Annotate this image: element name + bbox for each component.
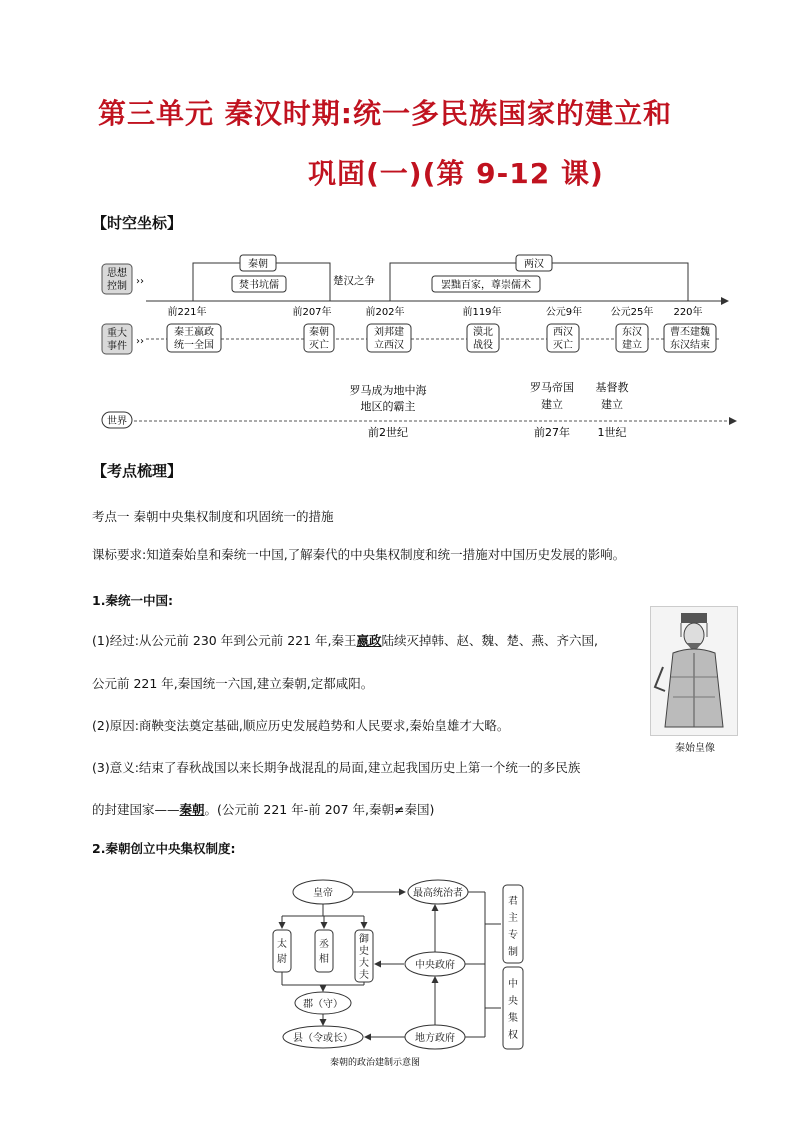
timeline-diagram: [0, 240, 794, 440]
node-taiwei: 尉: [277, 954, 287, 965]
world-event-line: 罗马帝国: [530, 381, 574, 394]
portrait-caption: 秦始皇像: [675, 743, 715, 754]
page-title-line2: 巩固(一)(第 9-12 课): [308, 157, 604, 190]
tick-label: 前221年: [167, 307, 207, 318]
world-event-time: 1世纪: [597, 426, 627, 439]
tick-label: 前207年: [292, 307, 332, 318]
tick-label: 公元25年: [610, 307, 654, 318]
review-heading: 【考点梳理】: [92, 462, 183, 480]
node-emperor: 皇帝: [313, 888, 333, 899]
para-reason: (2)原因:商鞅变法奠定基础,顺应历史发展趋势和人民要求,秦始皇雄才大略。: [92, 718, 510, 733]
page-title-line1: 第三单元 秦汉时期:统一多民族国家的建立和: [98, 97, 672, 130]
world-event-line: 建立: [601, 398, 623, 411]
node-chengxiang: 相: [319, 954, 329, 965]
node-yushi: 夫: [359, 970, 369, 981]
world-event-line: 地区的霸主: [360, 400, 416, 413]
row-label-world: 世界: [107, 416, 127, 427]
event-box-line: 秦朝: [309, 327, 329, 338]
timeline-heading: 【时空坐标】: [92, 214, 183, 232]
svg-text:››: ››: [136, 276, 144, 287]
label-centralization: 中: [508, 979, 518, 990]
label-autocracy: 制: [508, 947, 518, 958]
world-event-time: 前2世纪: [368, 426, 408, 439]
row-label-thought-2: 控制: [107, 281, 127, 292]
chuhan-war-label: 楚汉之争: [333, 275, 375, 287]
node-yushi: 大: [359, 958, 369, 969]
qin-political-diagram: [255, 875, 535, 1070]
node-taiwei: 太: [277, 939, 287, 950]
keyword-qin: 秦朝: [179, 802, 205, 817]
node-jun: 郡（守）: [303, 999, 343, 1010]
node-chengxiang: 丞: [319, 939, 329, 950]
node-yushi: 御: [359, 934, 369, 945]
qin-dynasty-label: 秦朝: [248, 259, 268, 270]
label-centralization: 集: [508, 1013, 518, 1024]
row-label-events-1: 重大: [107, 328, 127, 339]
world-event-line: 罗马成为地中海: [349, 384, 427, 397]
event-box-line: 东汉: [622, 327, 642, 338]
node-yushi: 史: [359, 946, 369, 957]
qin-shihuang-portrait: [650, 606, 738, 736]
label-autocracy: 主: [508, 913, 518, 924]
event-box-line: 漠北: [473, 327, 493, 338]
tick-label: 220年: [673, 307, 703, 318]
event-box-line: 曹丕建魏: [670, 327, 710, 338]
para-significance: (3)意义:结束了春秋战国以来长期争战混乱的局面,建立起我国历史上第一个统一的多民族: [92, 760, 581, 775]
world-event-line: 基督教: [595, 381, 629, 394]
event-box-line: 战役: [473, 340, 493, 351]
label-autocracy: 专: [508, 930, 518, 941]
para-unification-2: 公元前 221 年,秦国统一六国,建立秦朝,定都咸阳。: [92, 676, 374, 691]
event-box-line: 灭亡: [553, 340, 573, 351]
curriculum-standard: 课标要求:知道秦始皇和秦统一中国,了解秦代的中央集权制度和统一措施对中国历史发展的影响。: [92, 547, 626, 562]
han-dynasty-label: 两汉: [524, 259, 544, 270]
event-box-line: 刘邦建: [374, 327, 404, 338]
world-event-time: 前27年: [534, 426, 570, 439]
label-centralization: 央: [508, 996, 518, 1007]
svg-text:››: ››: [136, 336, 144, 347]
event-box-line: 立西汉: [374, 340, 404, 351]
keyword-yingzheng: 嬴政: [356, 633, 382, 648]
event-box-line: 秦王嬴政: [174, 327, 214, 338]
row-label-thought-1: 思想: [107, 268, 127, 279]
node-local-gov: 地方政府: [415, 1033, 455, 1044]
tick-label: 前202年: [365, 307, 405, 318]
han-policy-label: 罢黜百家，尊崇儒术: [441, 280, 531, 291]
event-box-line: 东汉结束: [670, 340, 710, 351]
sub2-heading: 2.秦朝创立中央集权制度:: [92, 841, 236, 856]
diagram-caption: 秦朝的政治建制示意图: [329, 1058, 421, 1068]
event-box-line: 统一全国: [174, 340, 214, 351]
node-central-gov: 中央政府: [415, 960, 455, 971]
node-xian: 县（令或长）: [293, 1033, 353, 1044]
qin-policy-label: 焚书坑儒: [239, 280, 279, 291]
sub1-heading: 1.秦统一中国:: [92, 593, 173, 608]
para-unification: (1)经过:从公元前 230 年到公元前 221 年,秦王嬴政陆续灭掉韩、赵、魏、楚、燕、齐六国,: [92, 633, 599, 648]
para-significance-2: 的封建国家——秦朝。(公元前 221 年-前 207 年,秦朝≠秦国): [92, 802, 435, 817]
world-event-line: 建立: [541, 398, 563, 411]
event-box-line: 建立: [622, 340, 642, 351]
tick-label: 公元9年: [545, 307, 583, 318]
point1-title: 考点一 秦朝中央集权制度和巩固统一的措施: [92, 509, 334, 524]
node-supreme-ruler: 最高统治者: [413, 888, 463, 899]
label-centralization: 权: [508, 1030, 518, 1041]
label-autocracy: 君: [508, 896, 518, 907]
event-box-line: 西汉: [553, 327, 573, 338]
event-box-line: 灭亡: [309, 340, 329, 351]
tick-label: 前119年: [462, 307, 502, 318]
row-label-events-2: 事件: [107, 341, 127, 352]
